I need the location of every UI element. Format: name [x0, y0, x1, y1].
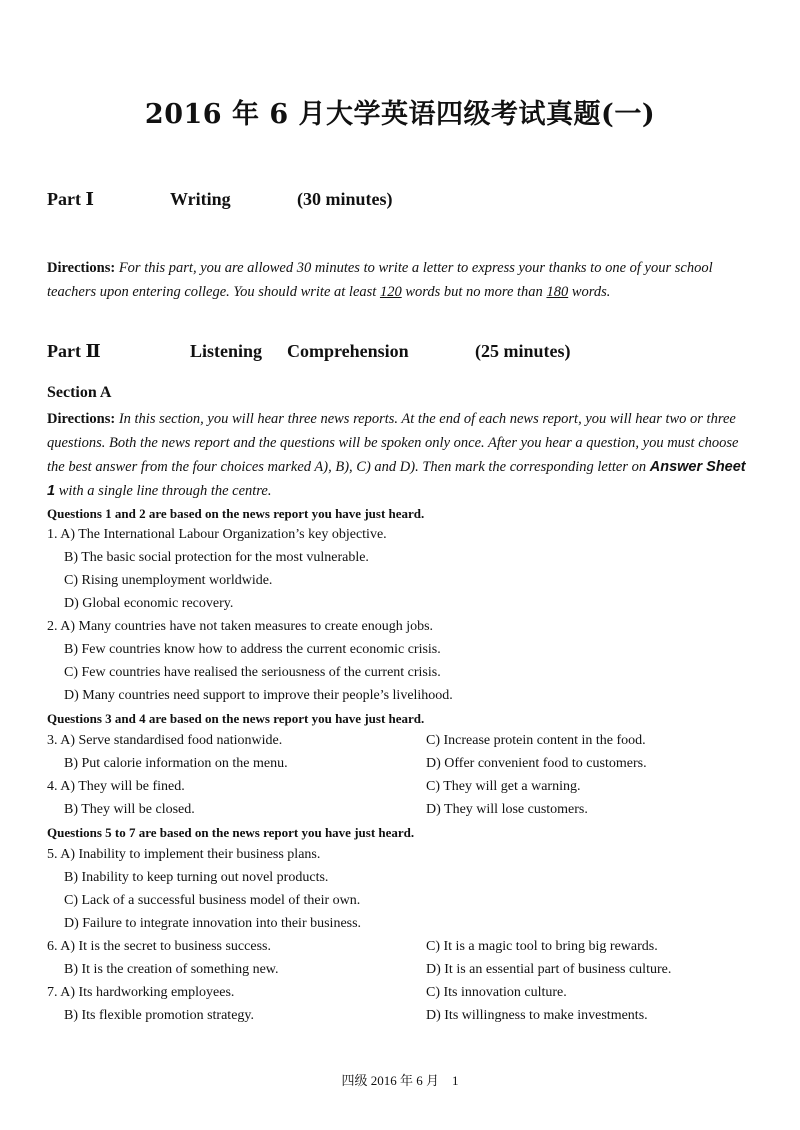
part2-directions — [47, 407, 755, 503]
q6-option-d: D) It is an essential part of business culture. — [426, 962, 672, 977]
question-group-3: Questions 5 to 7 are based on the news report you have just heard. — [47, 825, 415, 840]
q5-option-b: B) Inability to keep turning out novel products. — [64, 870, 329, 885]
q6-option-c: C) It is a magic tool to bring big rewards. — [426, 939, 658, 954]
q1-option-a: 1. A) The International Labour Organization’s key objective. — [47, 527, 387, 542]
q1-option-c: C) Rising unemployment worldwide. — [64, 573, 273, 588]
part2-directions-text-2: with a single line through the centre. — [55, 483, 272, 499]
part2-name-1: Listening — [190, 341, 263, 361]
page-title: 2016 年 6 月大学英语四级考试真题(一) — [144, 99, 656, 130]
q4-option-c: C) They will get a warning. — [426, 779, 581, 794]
q3-option-c: C) Increase protein content in the food. — [426, 733, 646, 748]
q3-option-b: B) Put calorie information on the menu. — [64, 756, 288, 771]
q6-option-a: 6. A) It is the secret to business success. — [47, 939, 271, 954]
q5-option-d: D) Failure to integrate innovation into their business. — [64, 916, 362, 931]
part1-label: Part Ⅰ — [47, 189, 94, 209]
q5-option-a: 5. A) Inability to implement their business plans. — [47, 847, 321, 862]
q3-option-d: D) Offer convenient food to customers. — [426, 756, 647, 771]
q1-option-b: B) The basic social protection for the most vulnerable. — [64, 550, 369, 565]
part1-name: Writing — [170, 189, 231, 209]
q7-option-d: D) Its willingness to make investments. — [426, 1008, 648, 1023]
part2-directions-text: In this section, you will hear three news reports. At the end of each news report, you will hear two or three questions. Both the news report and the questions will be spoken only once. After you hear a question, you must choose the best answer from the four choices marked A), B), C) and D). Then mark the corresponding letter on — [47, 411, 739, 475]
q6-option-b: B) It is the creation of something new. — [64, 962, 279, 977]
q2-option-c: C) Few countries have realised the seriousness of the current crisis. — [64, 665, 441, 680]
q2-option-b: B) Few countries know how to address the current economic crisis. — [64, 642, 441, 657]
q7-option-b: B) Its flexible promotion strategy. — [64, 1008, 254, 1023]
max-words: 180 — [546, 284, 569, 300]
section-a-heading: Section A — [47, 384, 112, 401]
q3-option-a: 3. A) Serve standardised food nationwide. — [47, 733, 283, 748]
part1-directions — [47, 256, 755, 304]
part1-directions-label: Directions: — [47, 260, 116, 276]
part1-directions-text-3: words. — [568, 284, 611, 300]
part1-directions-text-2: words but no more than — [401, 284, 547, 300]
min-words: 120 — [379, 284, 402, 300]
q2-option-d: D) Many countries need support to improve their people’s livelihood. — [64, 688, 453, 703]
q7-option-c: C) Its innovation culture. — [426, 985, 567, 1000]
part2-label: Part Ⅱ — [47, 341, 101, 361]
question-group-1: Questions 1 and 2 are based on the news report you have just heard. — [47, 506, 425, 521]
part1-time: (30 minutes) — [297, 189, 393, 209]
q4-option-b: B) They will be closed. — [64, 802, 195, 817]
question-group-2: Questions 3 and 4 are based on the news report you have just heard. — [47, 711, 425, 726]
page-footer: 四级 2016 年 6 月 1 — [341, 1073, 459, 1088]
q4-option-d: D) They will lose customers. — [426, 802, 588, 817]
part2-directions-label: Directions: — [47, 411, 116, 427]
q4-option-a: 4. A) They will be fined. — [47, 779, 185, 794]
answer-sheet-label: Answer Sheet 1 — [47, 459, 746, 499]
q5-option-c: C) Lack of a successful business model of their own. — [64, 893, 361, 908]
part1-directions-text: For this part, you are allowed 30 minutes to write a letter to express your thanks to one of your school teachers upon entering college. You should write at least — [47, 260, 713, 300]
q1-option-d: D) Global economic recovery. — [64, 596, 234, 611]
part2-time: (25 minutes) — [475, 341, 571, 361]
part2-name-2: Comprehension — [287, 341, 409, 361]
q2-option-a: 2. A) Many countries have not taken measures to create enough jobs. — [47, 619, 434, 634]
q7-option-a: 7. A) Its hardworking employees. — [47, 985, 235, 1000]
